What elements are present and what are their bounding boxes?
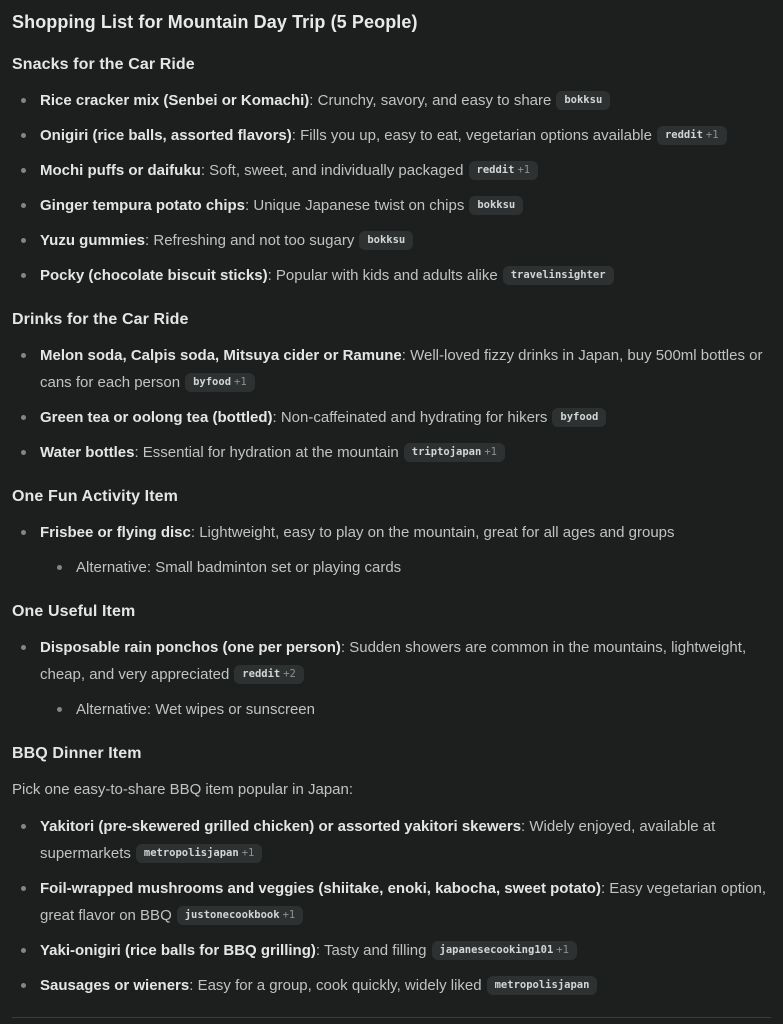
list-item [12, 227, 771, 254]
citation-extra-count: +1 [484, 446, 497, 458]
list-item [12, 937, 771, 964]
sub-item-list [40, 696, 771, 723]
citation-badge[interactable] [552, 408, 606, 427]
section-heading: Snacks for the Car Ride [12, 56, 195, 73]
citation-extra-count: +1 [517, 164, 531, 176]
sub-item-text: Alternative: Small badminton set or playing cards [76, 559, 402, 576]
list-item [12, 342, 771, 396]
item-description: : Fills you up, easy to eat, vegetarian options available [291, 127, 652, 144]
item-description: : Widely enjoyed, available at supermarkets [40, 818, 716, 862]
bullet-icon [21, 203, 26, 208]
item-lead-text: Foil-wrapped mushrooms and veggies (shiitake, enoki, kabocha, sweet potato) [40, 880, 601, 897]
citation-source-label: byfood [560, 411, 599, 423]
item-lead-text: Pocky (chocolate biscuit sticks) [40, 267, 268, 284]
item-list [12, 813, 771, 999]
item-lead-text: Yuzu gummies [40, 232, 146, 249]
citation-source-label: reddit [664, 129, 703, 141]
item-description: : Soft, sweet, and individually packaged [200, 162, 464, 179]
citation-badge[interactable] [469, 161, 539, 180]
item-description: : Non-caffeinated and hydrating for hikers [272, 409, 548, 426]
citation-source-label: bokksu [477, 199, 516, 211]
citation-badge[interactable] [556, 91, 610, 110]
item-lead-text: Yaki-onigiri (rice balls for BBQ grilling) [40, 942, 316, 959]
citation-extra-count: +1 [705, 129, 719, 141]
sections-container [12, 53, 771, 999]
section-heading: One Fun Activity Item [12, 488, 178, 505]
citation-source-label: metropolisjapan [494, 979, 590, 991]
item-description: : Essential for hydration at the mountain [134, 444, 399, 461]
citation-extra-count: +2 [283, 668, 296, 680]
citation-source-label: japanesecooking101 [439, 944, 554, 956]
citation-source-label: bokksu [564, 94, 603, 106]
bullet-icon [21, 645, 26, 650]
item-description: : Easy for a group, cook quickly, widely liked [189, 977, 482, 994]
bullet-icon [21, 983, 26, 988]
item-lead-text: Green tea or oolong tea (bottled) [40, 409, 273, 426]
bullet-icon [57, 707, 62, 712]
sub-item-list [40, 554, 771, 581]
citation-extra-count: +1 [282, 909, 296, 921]
section-intro: Pick one easy-to-share BBQ item popular in Japan: [12, 781, 354, 798]
bullet-icon [21, 353, 26, 358]
item-description: : Crunchy, savory, and easy to share [309, 92, 552, 109]
item-description: : Easy vegetarian option, great flavor on BBQ [40, 880, 767, 924]
item-lead-text: Ginger tempura potato chips [40, 197, 246, 214]
citation-badge[interactable] [657, 126, 727, 145]
bullet-icon [21, 168, 26, 173]
item-lead-text: Disposable rain ponchos (one per person) [40, 639, 341, 656]
item-description: : Well-loved fizzy drinks in Japan, buy 500ml bottles or cans for each person [40, 347, 763, 391]
bullet-icon [21, 824, 26, 829]
list-item [12, 972, 771, 999]
item-lead-text: Sausages or wieners [40, 977, 190, 994]
citation-badge[interactable] [185, 373, 255, 392]
citation-source-label: byfood [193, 376, 232, 388]
section-heading: BBQ Dinner Item [12, 745, 142, 762]
citation-source-label: bokksu [367, 234, 406, 246]
bullet-icon [21, 886, 26, 891]
bullet-icon [21, 450, 26, 455]
page-title: Shopping List for Mountain Day Trip (5 People) [12, 12, 418, 32]
item-lead-text: Water bottles [40, 444, 135, 461]
bullet-icon [21, 415, 26, 420]
item-lead-text: Rice cracker mix (Senbei or Komachi) [40, 92, 310, 109]
citation-source-label: reddit [242, 668, 281, 680]
item-description: : Lightweight, easy to play on the mountain, great for all ages and groups [190, 524, 675, 541]
citation-source-label: metropolisjapan [143, 847, 239, 859]
citation-extra-count: +1 [234, 376, 247, 388]
item-description: : Sudden showers are common in the mountains, lightweight, cheap, and very appreciated [40, 639, 747, 683]
citation-badge[interactable] [487, 976, 598, 995]
section-heading: Drinks for the Car Ride [12, 311, 189, 328]
list-item [12, 634, 771, 723]
citation-extra-count: +1 [556, 944, 569, 956]
citation-source-label: travelinsighter [510, 269, 606, 281]
bullet-icon [21, 238, 26, 243]
citation-badge[interactable] [469, 196, 523, 215]
citation-badge[interactable] [177, 906, 303, 925]
citation-badge[interactable] [503, 266, 614, 285]
item-lead-text: Frisbee or flying disc [40, 524, 191, 541]
sub-list-item [40, 696, 771, 723]
item-description: : Popular with kids and adults alike [267, 267, 498, 284]
section-heading: One Useful Item [12, 603, 136, 620]
item-list [12, 87, 771, 289]
bullet-icon [57, 565, 62, 570]
citation-source-label: triptojapan [411, 446, 482, 458]
citation-badge[interactable] [234, 665, 304, 684]
bullet-icon [21, 133, 26, 138]
item-list [12, 519, 771, 581]
citation-badge[interactable] [136, 844, 262, 863]
list-item [12, 192, 771, 219]
list-item [12, 157, 771, 184]
list-item [12, 875, 771, 929]
citation-source-label: reddit [476, 164, 515, 176]
bottom-divider [12, 1017, 771, 1018]
citation-badge[interactable] [404, 443, 505, 462]
item-lead-text: Yakitori (pre-skewered grilled chicken) or assorted yakitori skewers [40, 818, 522, 835]
citation-badge[interactable] [432, 941, 577, 960]
sub-item-text: Alternative: Wet wipes or sunscreen [76, 701, 315, 718]
sub-list-item [40, 554, 771, 581]
list-item [12, 813, 771, 867]
bullet-icon [21, 273, 26, 278]
list-item [12, 404, 771, 431]
citation-source-label: justonecookbook [184, 909, 280, 921]
citation-badge[interactable] [359, 231, 413, 250]
list-item [12, 519, 771, 581]
item-description: : Tasty and filling [315, 942, 427, 959]
item-list [12, 634, 771, 723]
citation-extra-count: +1 [241, 847, 255, 859]
list-item [12, 439, 771, 466]
list-item [12, 122, 771, 149]
item-lead-text: Mochi puffs or daifuku [40, 162, 201, 179]
bullet-icon [21, 98, 26, 103]
item-lead-text: Melon soda, Calpis soda, Mitsuya cider or Ramune [40, 347, 402, 364]
list-item [12, 262, 771, 289]
item-description: : Unique Japanese twist on chips [245, 197, 465, 214]
bullet-icon [21, 530, 26, 535]
item-lead-text: Onigiri (rice balls, assorted flavors) [40, 127, 292, 144]
item-list [12, 342, 771, 466]
bullet-icon [21, 948, 26, 953]
shopping-list-document [12, 10, 771, 1018]
list-item [12, 87, 771, 114]
item-description: : Refreshing and not too sugary [145, 232, 355, 249]
